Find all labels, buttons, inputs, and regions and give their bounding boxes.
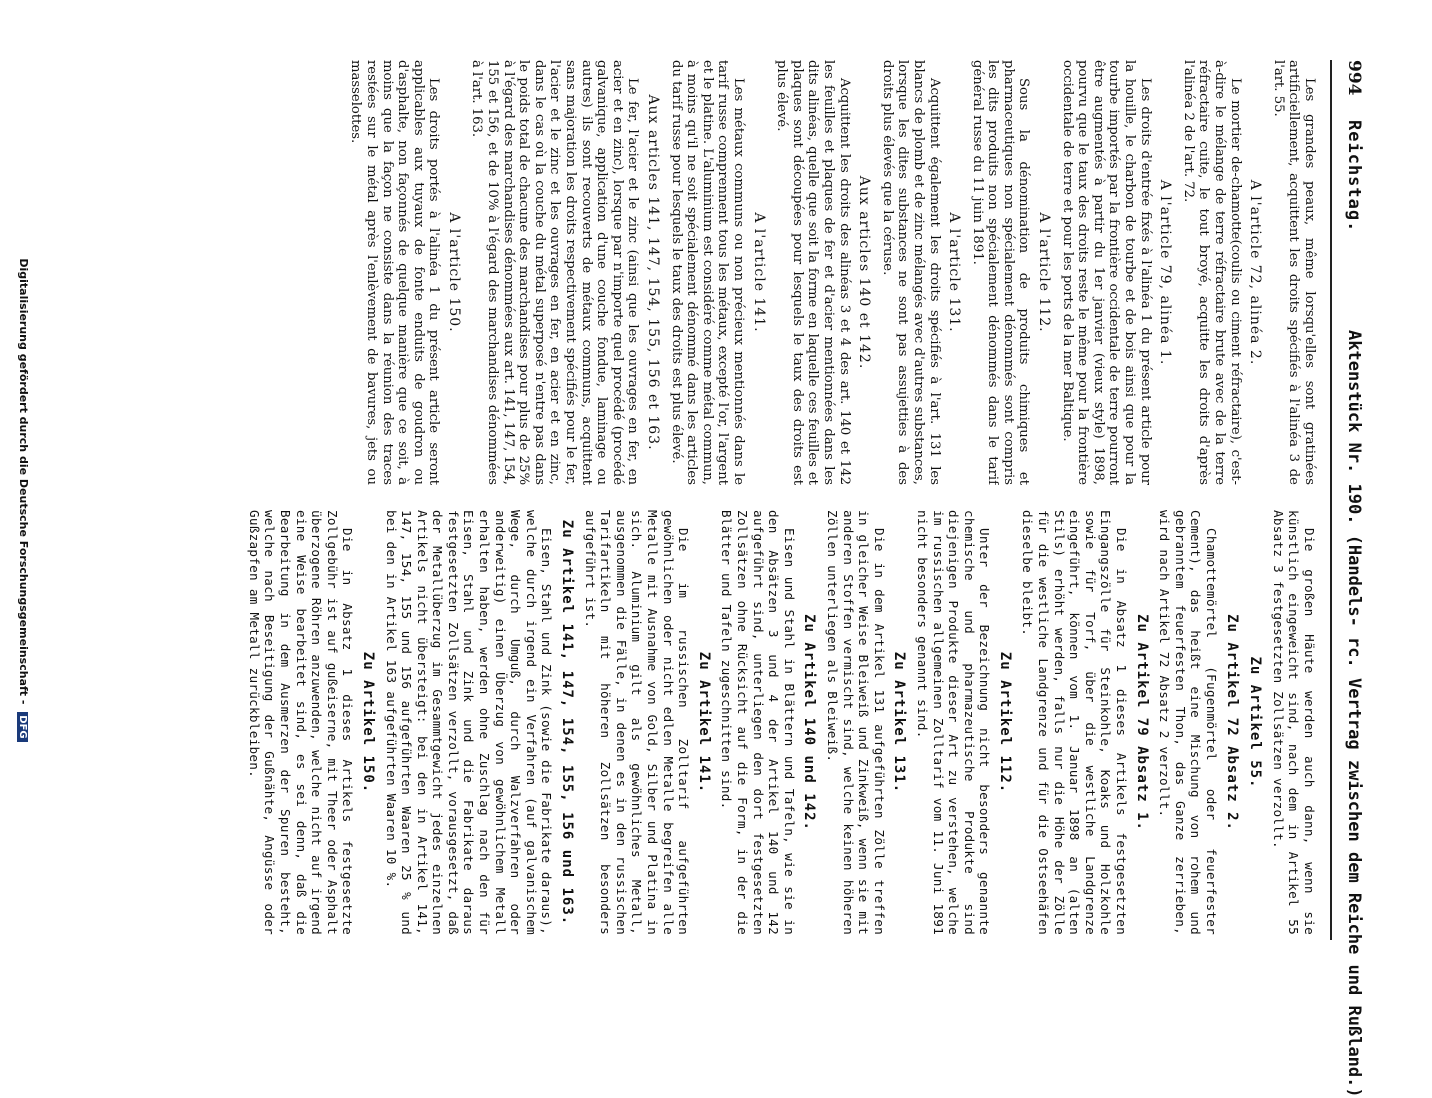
page-header xyxy=(1334,60,1364,1098)
section-heading: A l'article 112. xyxy=(1036,212,1053,333)
paragraph: Les droits portés à l'alinéa 1 du présent article seront applicables aux tuyaux de fonte enduits de goudron ou d'asphalte, non façonnés de quelque manière que ce soit, à moins que la façon ne consiste dans la réunion des traces restées sur le métal après l'enlèvement de bavures, jets ou masselottes. xyxy=(348,60,442,485)
digitization-footer xyxy=(17,0,30,1000)
paragraph: Die im russischen Zolltarif aufgeführten gewöhnlichen oder nicht edlen Metalle begreifen alle Metalle mit Ausnahme von Gold, Silber und Platina in sich. Aluminium gilt als gewöhnliches Metall, ausgenommen die Fälle, in denen es in den russischen Tarifartikeln mit höheren Zollsätzen besonders aufgeführt ist. xyxy=(582,510,692,935)
paragraph: Sous la dénomination de produits chimiques et pharmaceutiques non spécialement dénommés sont compris les dits produits non spécialement dénommés dans le tarif général russe du 11 juin 1891. xyxy=(969,60,1032,485)
section-heading: A l'article 79, alinéa 1. xyxy=(1157,179,1174,366)
page-number: 994 xyxy=(1344,60,1364,96)
section-heading: Zu Artikel 150. xyxy=(359,651,376,794)
section-heading: Zu Artikel 141. xyxy=(695,651,712,794)
section-heading: Zu Artikel 112. xyxy=(996,651,1013,794)
dfg-logo: DFG xyxy=(17,712,28,741)
paragraph: Die in dem Artikel 131 aufgeführten Zölle treffen in gleicher Weise Bleiweiß und Zinkweiß, wenn sie mit anderen Stoffen vermischt sind, welche keinen höheren Zöllen unterliegen als Bleiweiß. xyxy=(824,510,887,935)
paragraph: Die in Absatz 1 dieses Artikels festgesetzte Zollgebühr ist auf gußeiserne, mit Theer oder Asphalt überzogene Röhren anzuwenden, welche nicht auf irgend eine Weise bearbeitet sind, es sei denn, daß die Bearbeitung in dem Ausmerzen der Spuren besteht, welche nach Beseitigung der Gußnähte, Angüsse oder Gußzapfen am Metall zurückbleiben. xyxy=(246,510,356,935)
section-heading: Zu Artikel 140 und 142. xyxy=(801,614,818,831)
section-heading: Zu Artikel 79 Absatz 1. xyxy=(1133,614,1150,831)
section-heading: A l'article 150. xyxy=(445,212,462,333)
section-heading: Zu Artikel 141, 147, 154, 155, 156 und 163. xyxy=(559,519,576,926)
paragraph: Chamottemörtel (Fugenmörtel oder feuerfester Cement), das heißt eine Mischung von rohem und gebranntem feuerfesten Thon, das Ganze zerrieben, wird nach Artikel 72 Absatz 2 verzollt. xyxy=(1157,510,1220,935)
section-heading: Zu Artikel 55. xyxy=(1247,656,1264,789)
paragraph: Les métaux communs ou non précieux mentionnés dans le tarif russe comprennent tous les métaux, excepté l'or, l'argent et le platine. L'aluminium est considéré comme métal commun, à moins qu'il ne soit spécialement dénommé dans les articles du tarif russe pour lesquels le taux des droits est plus élevé. xyxy=(668,60,746,485)
paragraph: Le mortier de-chamotte(coulis ou ciment réfractaire), c'est-à-dire le mélange de terre réfractaire brute avec de la terre réfractaire cuite, le tout broyé, acquitte les droits d'après l'alinéa 2 de l'art. 72. xyxy=(1180,60,1243,485)
section-heading: A l'article 72, alinéa 2. xyxy=(1247,179,1264,366)
paragraph: Le fer, l'acier et le zinc (ainsi que les ouvrages en fer, en acier et en zinc), lorsque par n'importe quel procédé (procédé galvanique, application d'une couche fondue, laminage ou autres) ils sont recouverts de métaux communs, acquittent sans majoration les droits respectivement spécifiés pour le fer, l'acier et le zinc et les ouvrages en fer, en acier et en zinc, dans le cas où la couche du métal superposé n'entre pas dans le poids total de chacune des marchandises pour plus de 25% à l'égard des marchandises dénommées aux art. 141, 147, 154, 155 et 156, et de 10% à l'égard des marchandises dénommées à l'art. 163. xyxy=(469,60,641,485)
header-rule xyxy=(1330,60,1332,940)
paragraph: Les droits d'entrée fixés à l'alinéa 1 du présent article pour la houille, le charbon de tourbe et de bois ainsi que pour la tourbe importés par la frontière occidentale de terre pourront être augmentés à partir du 1er janvier (vieux style) 1898, pourvu que le taux des droits reste le même pour la frontière occidentale de terre et pour les ports de la mer Baltique. xyxy=(1059,60,1153,485)
paragraph: Les grandes peaux, même lorsqu'elles sont gratinées artificiellement, acquittent les droits spécifiés à l'alinéa 3 de l'art. 55. xyxy=(1270,60,1317,485)
section-heading: Zu Artikel 72 Absatz 2. xyxy=(1223,614,1240,831)
paragraph: Eisen und Stahl in Blättern und Tafeln, wie sie in den Absätzen 3 und 4 der Artikel 140 und 142 aufgeführt sind, unterliegen den dort festgesetzten Zollsätzen ohne Rücksicht auf die Form, in der die Blätter und Tafeln zugeschnitten sind. xyxy=(719,510,797,935)
section-heading: A l'article 141. xyxy=(750,212,767,333)
header-title: Aktenstück Nr. 190. (Handels- rc. Vertrag zwischen dem Reiche und Rußland.) xyxy=(1344,330,1364,1098)
footer-text: Digitalisierung gefördert durch die Deutsche Forschungsgemeinschaft - xyxy=(17,258,30,705)
french-column xyxy=(137,60,1317,485)
paragraph: Die in Absatz 1 dieses Artikels festgesetzten Eingangszölle für Steinkohle, Koaks und Holzkohle sowie für Torf, über die westliche Landgrenze eingeführt, können vom 1. Januar 1898 an (alten Stils) erhöht werden, falls nur die Höhe der Zölle für die westliche Landgrenze und für die Ostseehäfen dieselbe bleibt. xyxy=(1020,510,1130,935)
german-column xyxy=(137,510,1317,935)
paragraph: Acquittent les droits des alinéas 3 et 4 des art. 140 et 142 les feuilles et plaques de fer et d'acier mentionnées dans les dits alinéas, quelle que soit la forme en laquelle ces feuilles et plaques sont découpées pour lesquels le taux des droits est plus élevé. xyxy=(774,60,852,485)
section-heading: A l'article 131. xyxy=(946,212,963,333)
paragraph: Unter der Bezeichnung nicht besonders genannte chemische und pharmazeutische Produkte sind diejenigen Produkte dieser Art zu verstehen, welche im russischen allgemeinen Zolltarif vom 11. Juni 1891 nicht besonders genannt sind. xyxy=(914,510,993,935)
section-heading: Aux articles 140 et 142. xyxy=(856,175,873,370)
paragraph: Acquittent également les droits spécifiés à l'art. 131 les blancs de plomb et de zinc mélangés avec d'autres substances, lorsque les dites substances ne sont pas assujetties à des droits plus élevés que la céruse. xyxy=(879,60,942,485)
paragraph: Die großen Häute werden auch dann, wenn sie künstlich eingeweicht sind, nach dem in Artikel 55 Absatz 3 festgesetzten Zollsätzen verzollt. xyxy=(1270,510,1317,935)
section-heading: Zu Artikel 131. xyxy=(891,651,908,794)
header-label: Reichstag. xyxy=(1344,120,1364,233)
paragraph: Eisen, Stahl und Zink (sowie die Fabrikate daraus), welche durch irgend ein Verfahren (auf galvanischem Wege, durch Umguß, durch Walzverfahren oder anderweitig) einen Überzug von gewöhnlichem Metall erhalten haben, werden ohne Zuschlag nach den für Eisen, Stahl und Zink und die Fabrikate daraus festgesetzten Zollsätzen verzollt, vorausgesetzt, daß der Metallüberzug im Gesammtgewicht jedes einzelnen Artikels nicht übersteigt: bei den in Artikel 141, 147, 154, 155 und 156 aufgeführten Waaren 25 % und bei den in Artikel 163 aufgeführten Waaren 10 %. xyxy=(383,510,555,935)
section-heading: Aux articles 141, 147, 154, 155, 156 et 163. xyxy=(645,94,662,451)
